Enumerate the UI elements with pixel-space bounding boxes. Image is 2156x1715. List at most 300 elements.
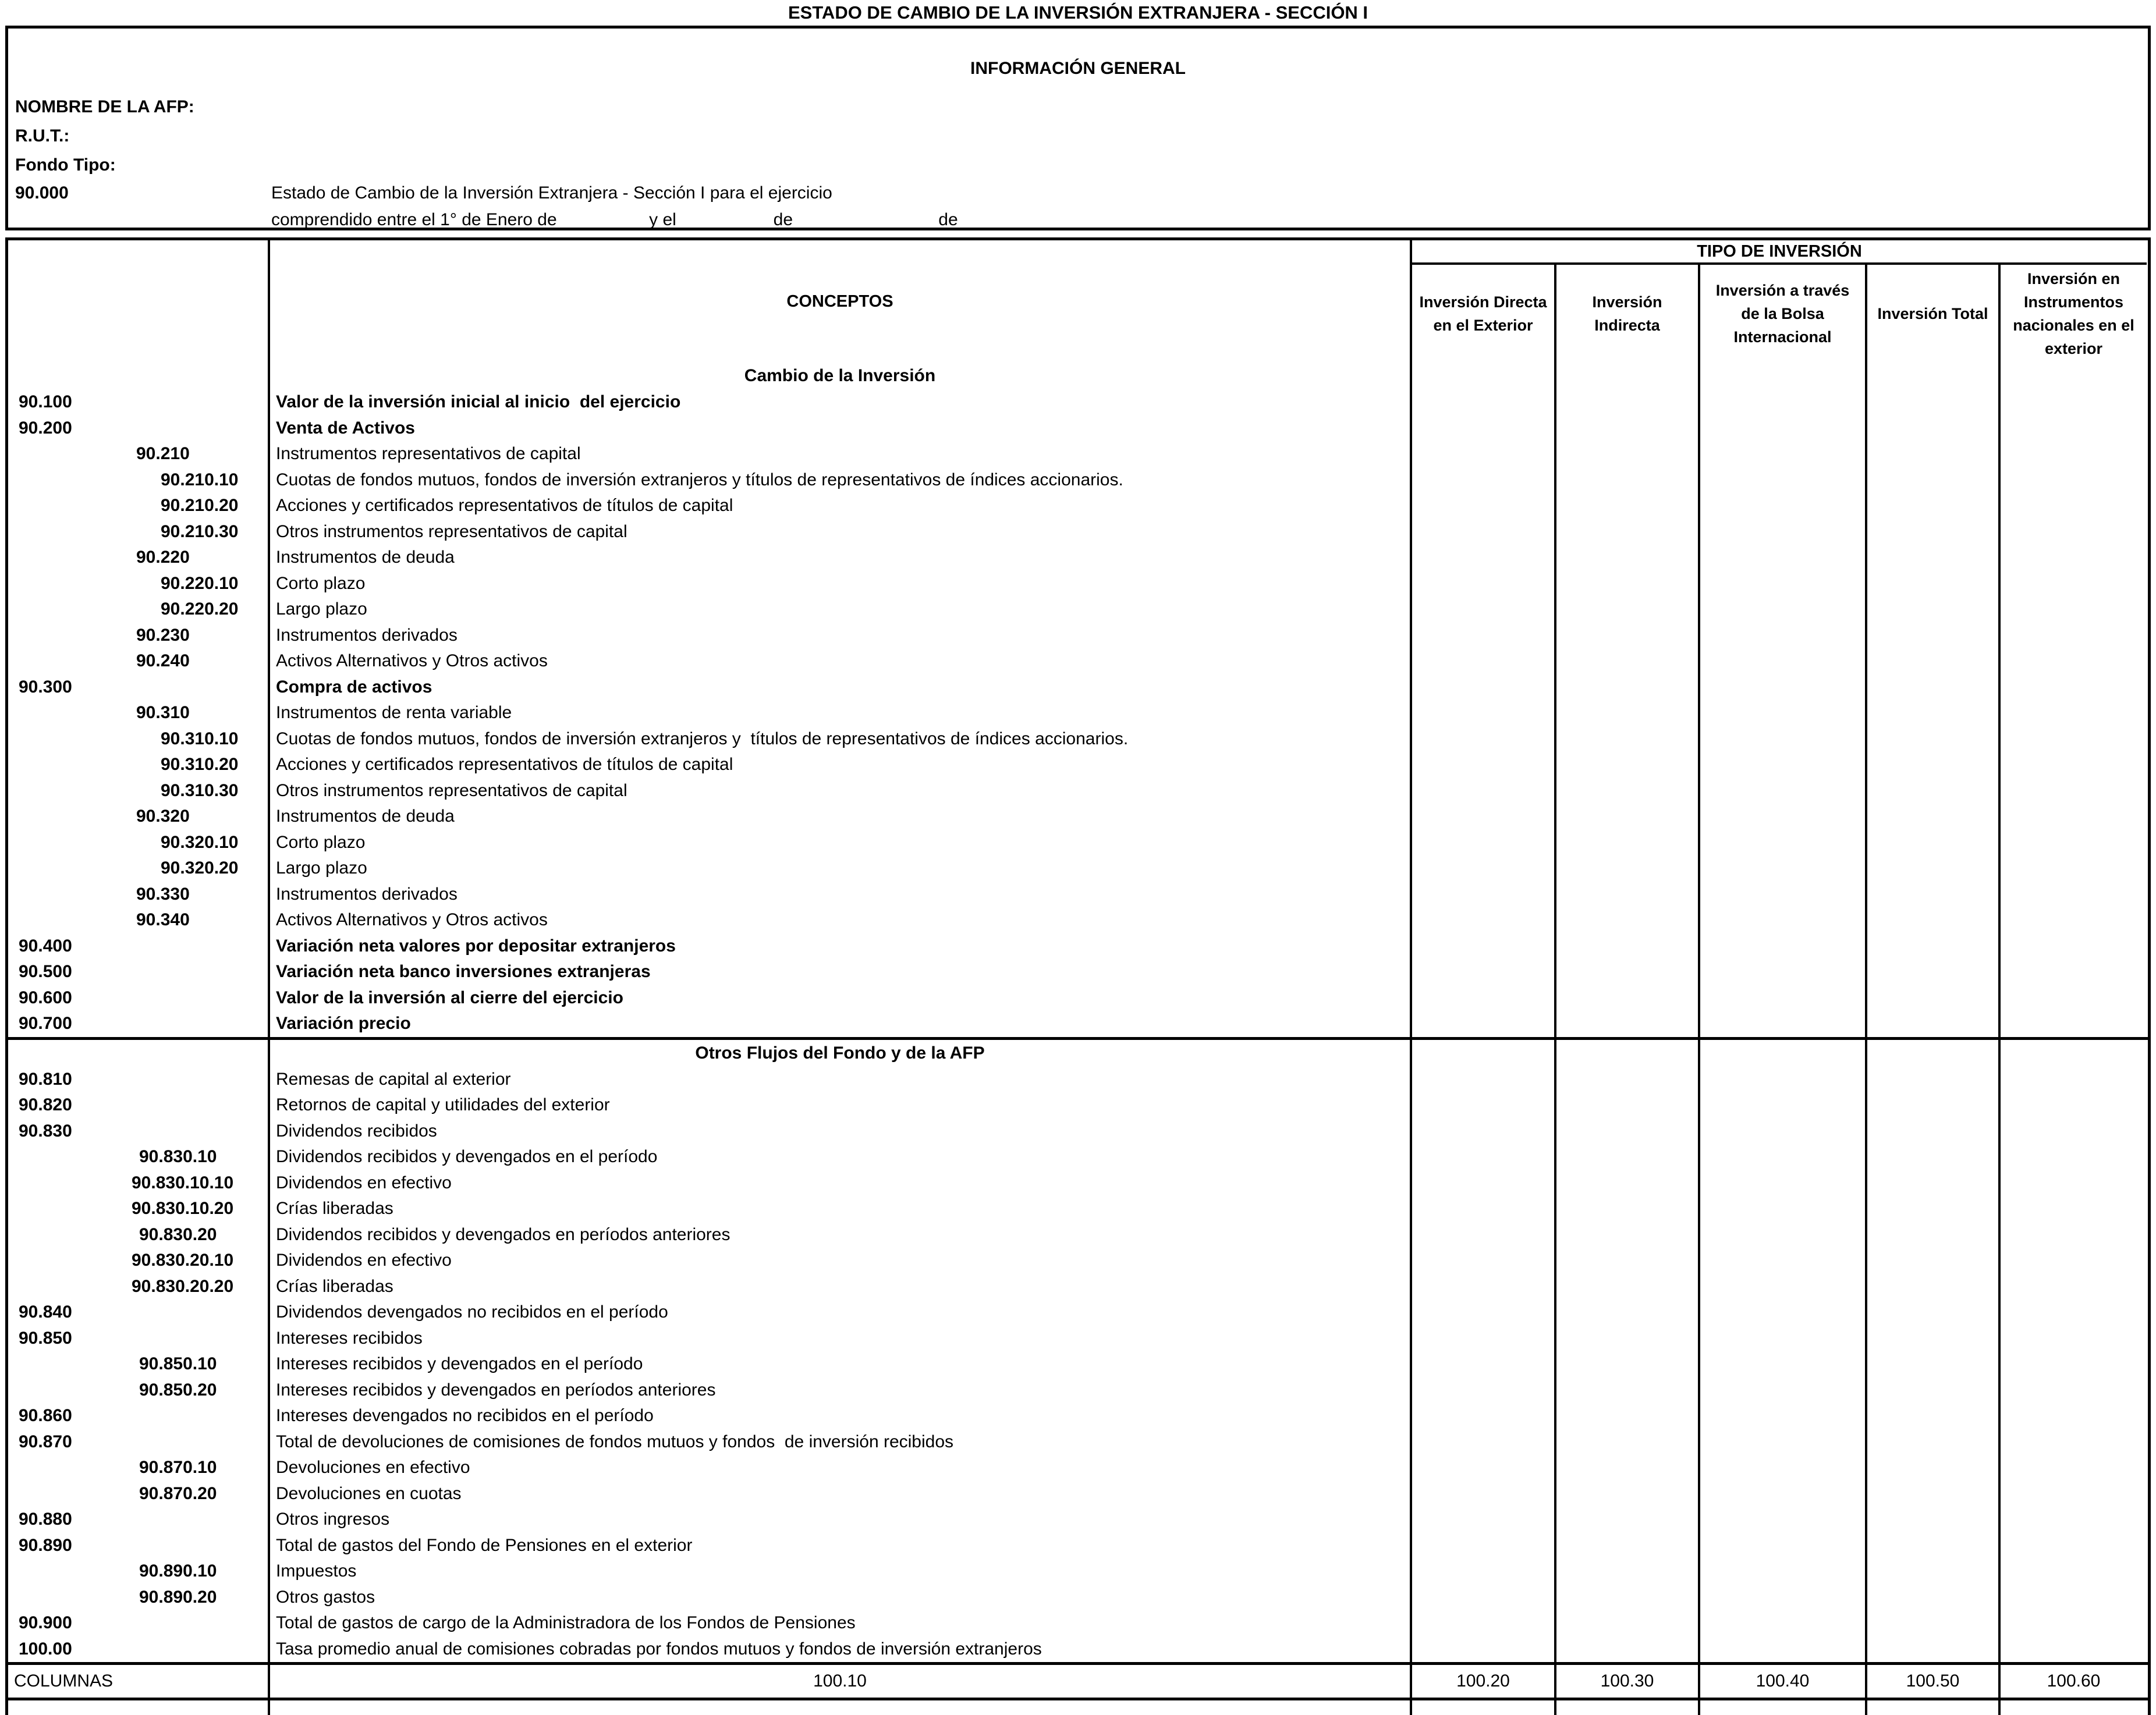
value-cell-col4 [1867, 1351, 2001, 1377]
row-code: 90.700 [8, 1011, 270, 1037]
value-cell-col5 [2001, 1119, 2147, 1145]
row-code: 90.810 [8, 1067, 270, 1093]
cutoff-next-row [8, 1700, 2148, 1715]
value-cell-col1 [1412, 363, 1556, 389]
value-cell-col4 [1867, 1299, 2001, 1326]
value-cell-col1 [1412, 1533, 1556, 1559]
value-cell-col2 [1556, 1636, 1700, 1663]
value-cell-col3 [1700, 1222, 1867, 1248]
row-concept-label: Instrumentos de renta variable [270, 700, 1412, 726]
code-column-header [8, 240, 270, 363]
fund-type-label: Fondo Tipo: [15, 155, 116, 175]
table-row [8, 1429, 2148, 1455]
value-cell-col1 [1412, 441, 1556, 467]
table-row [8, 596, 2148, 623]
table-row [8, 1144, 2148, 1170]
value-cell-col3 [1700, 1326, 1867, 1352]
value-cell-col1 [1412, 1481, 1556, 1507]
row-concept-label: Instrumentos de deuda [270, 804, 1412, 830]
value-cell-col4 [1867, 1585, 2001, 1611]
value-cell-col5 [2001, 1170, 2147, 1196]
section-header-row [8, 1037, 2148, 1067]
table-row [8, 1299, 2148, 1326]
value-cell-col1 [1412, 985, 1556, 1011]
value-cell-col5 [2001, 855, 2147, 882]
row-code: 90.870 [8, 1429, 270, 1455]
value-cell-col1 [1412, 467, 1556, 493]
row-code: 90.210.20 [8, 493, 270, 519]
value-cell-col5 [2001, 519, 2147, 545]
concepts-column-header: CONCEPTOS [270, 240, 1412, 363]
row-concept-label: Otros instrumentos representativos de capital [270, 519, 1412, 545]
table-row [8, 726, 2148, 752]
value-cell-col1 [1412, 752, 1556, 778]
section-title: Otros Flujos del Fondo y de la AFP [270, 1040, 1412, 1067]
table-row [8, 700, 2148, 726]
value-cell-col4 [1867, 493, 2001, 519]
value-cell-col5 [2001, 1455, 2147, 1481]
row-concept-label: Compra de activos [270, 674, 1412, 701]
row-concept-label: Corto plazo [270, 830, 1412, 856]
columnas-code-4: 100.50 [1867, 1665, 2001, 1698]
value-cell-col1 [1412, 700, 1556, 726]
value-cell-col1 [1412, 596, 1556, 623]
row-concept-label: Dividendos recibidos y devengados en períodos anteriores [270, 1222, 1412, 1248]
value-cell-col2 [1556, 1170, 1700, 1196]
table-row [8, 882, 2148, 908]
row-concept-label: Intereses recibidos y devengados en períodos anteriores [270, 1377, 1412, 1404]
columnas-code-5: 100.60 [2047, 1671, 2101, 1691]
value-cell-col2 [1556, 1092, 1700, 1119]
row-concept-label: Cuotas de fondos mutuos, fondos de inversión extranjeros y títulos de representativos de índices accionarios. [270, 726, 1412, 752]
row-concept-label: Crías liberadas [270, 1274, 1412, 1300]
table-row [8, 933, 2148, 960]
value-cell-col2 [1556, 1507, 1700, 1533]
value-cell-col4 [1867, 1274, 2001, 1300]
table-row [8, 1507, 2148, 1533]
row-code: 90.500 [8, 959, 270, 985]
value-cell-col5 [2001, 1533, 2147, 1559]
value-cell-col4 [1867, 467, 2001, 493]
row-code: 90.840 [8, 1299, 270, 1326]
row-concept-label: Otros gastos [270, 1585, 1412, 1611]
value-cell-col5 [2001, 648, 2147, 674]
value-cell-col3 [1700, 1429, 1867, 1455]
value-cell-col1 [1412, 1196, 1556, 1222]
table-row [8, 1636, 2148, 1663]
table-row [8, 1610, 2148, 1636]
value-cell-col4 [1867, 1196, 2001, 1222]
value-cell-col1 [1412, 519, 1556, 545]
value-cell-col2 [1556, 467, 1700, 493]
value-cell-col5 [2001, 907, 2147, 933]
row-concept-label: Instrumentos derivados [270, 623, 1412, 649]
table-row [8, 752, 2148, 778]
columnas-code-2: 100.30 [1556, 1665, 1700, 1698]
value-cell-col4 [1867, 1040, 2001, 1067]
value-cell-col5 [2001, 752, 2147, 778]
column-header-direct-investment: Inversión Directa en el Exterior [1412, 265, 1556, 363]
row-code: 90.830 [8, 1119, 270, 1145]
value-cell-col1 [1412, 1351, 1556, 1377]
value-cell-col2 [1556, 1274, 1700, 1300]
value-cell-col2 [1556, 571, 1700, 597]
row-code: 90.820 [8, 1092, 270, 1119]
value-cell-col5 [2001, 1481, 2147, 1507]
value-cell-col2 [1556, 804, 1700, 830]
value-cell-col5 [2001, 389, 2147, 416]
columnas-code-3: 100.40 [1700, 1665, 1867, 1698]
value-cell-col5 [2001, 1040, 2147, 1067]
general-information-box [5, 26, 2151, 230]
columnas-row [8, 1662, 2148, 1700]
value-cell-col4 [1867, 1481, 2001, 1507]
row-code: 90.320.10 [8, 830, 270, 856]
row-code: 90.880 [8, 1507, 270, 1533]
table-row [8, 389, 2148, 416]
value-cell-col2 [1556, 700, 1700, 726]
table-header [8, 240, 2148, 363]
value-cell-col5 [2001, 416, 2147, 442]
value-cell-col3 [1700, 1119, 1867, 1145]
form-description-line1: Estado de Cambio de la Inversión Extranjera - Sección I para el ejercicio [271, 183, 832, 203]
value-cell-col1 [1412, 1011, 1556, 1037]
value-cell-col1 [1412, 1040, 1556, 1067]
value-cell-col2 [1556, 674, 1700, 701]
value-cell-col5 [2001, 1377, 2147, 1404]
value-cell-col1 [1412, 778, 1556, 804]
value-cell-col5 [2001, 363, 2147, 389]
value-cell-col5 [2001, 933, 2147, 960]
value-cell-col3 [1700, 1274, 1867, 1300]
value-cell-col1 [1412, 1299, 1556, 1326]
value-cell-col4 [1867, 441, 2001, 467]
value-cell-col1 [1412, 1222, 1556, 1248]
value-cell-col3 [1700, 571, 1867, 597]
value-cell-col1 [1412, 493, 1556, 519]
value-cell-col2 [1556, 1196, 1700, 1222]
table-row [8, 855, 2148, 882]
value-cell-col2 [1556, 1299, 1700, 1326]
row-concept-label: Otros ingresos [270, 1507, 1412, 1533]
investment-change-table [5, 237, 2151, 1715]
table-row [8, 959, 2148, 985]
value-cell-col2 [1556, 1248, 1700, 1274]
row-concept-label: Instrumentos de deuda [270, 545, 1412, 571]
value-cell-col5 [2001, 467, 2147, 493]
value-cell-col3 [1700, 830, 1867, 856]
value-cell-col1 [1412, 389, 1556, 416]
value-cell-col2 [1556, 441, 1700, 467]
value-cell-col4 [1867, 1011, 2001, 1037]
value-cell-col4 [1867, 519, 2001, 545]
value-cell-col2 [1556, 623, 1700, 649]
table-row [8, 1585, 2148, 1611]
row-code: 90.860 [8, 1403, 270, 1429]
row-concept-label: Activos Alternativos y Otros activos [270, 648, 1412, 674]
value-cell-col2 [1556, 545, 1700, 571]
value-cell-col3 [1700, 1248, 1867, 1274]
row-concept-label: Dividendos en efectivo [270, 1170, 1412, 1196]
row-code: 90.830.10 [8, 1144, 270, 1170]
row-code: 90.330 [8, 882, 270, 908]
info-heading: INFORMACIÓN GENERAL [970, 59, 1186, 78]
value-cell-col1 [1412, 959, 1556, 985]
table-row [8, 441, 2148, 467]
row-concept-label: Intereses recibidos y devengados en el período [270, 1351, 1412, 1377]
value-cell-col5 [2001, 726, 2147, 752]
value-cell-col4 [1867, 674, 2001, 701]
value-cell-col4 [1867, 545, 2001, 571]
row-concept-label: Cuotas de fondos mutuos, fondos de inversión extranjeros y títulos de representativos de índices accionarios. [270, 467, 1412, 493]
row-code: 90.400 [8, 933, 270, 960]
row-code: 90.310 [8, 700, 270, 726]
value-cell-col3 [1700, 493, 1867, 519]
value-cell-col4 [1867, 700, 2001, 726]
value-cell-col4 [1867, 1170, 2001, 1196]
row-code: 90.230 [8, 623, 270, 649]
row-concept-label: Otros instrumentos representativos de capital [270, 778, 1412, 804]
column-header-indirect-investment: Inversión Indirecta [1556, 265, 1700, 363]
value-cell-col3 [1700, 1610, 1867, 1636]
value-cell-col5 [2001, 804, 2147, 830]
table-row [8, 1558, 2148, 1585]
value-cell-col1 [1412, 855, 1556, 882]
value-cell-col3 [1700, 1196, 1867, 1222]
value-cell-col5 [2001, 1067, 2147, 1093]
value-cell-col1 [1412, 1377, 1556, 1404]
table-row [8, 1011, 2148, 1037]
table-row [8, 1351, 2148, 1377]
afp-name-label: NOMBRE DE LA AFP: [15, 97, 194, 116]
value-cell-col5 [2001, 1326, 2147, 1352]
value-cell-col5 [2001, 1507, 2147, 1533]
row-concept-label: Instrumentos representativos de capital [270, 441, 1412, 467]
row-code: 90.320.20 [8, 855, 270, 882]
value-cell-col4 [1867, 648, 2001, 674]
value-cell-col2 [1556, 1326, 1700, 1352]
row-concept-label: Variación precio [270, 1011, 1412, 1037]
row-concept-label: Remesas de capital al exterior [270, 1067, 1412, 1093]
value-cell-col4 [1867, 1119, 2001, 1145]
value-cell-col4 [1867, 1533, 2001, 1559]
table-row [8, 493, 2148, 519]
row-code: 90.220.20 [8, 596, 270, 623]
row-code: 90.310.20 [8, 752, 270, 778]
value-cell-col2 [1556, 752, 1700, 778]
row-code: 90.830.20 [8, 1222, 270, 1248]
value-cell-col5 [2001, 985, 2147, 1011]
value-cell-col2 [1556, 493, 1700, 519]
value-cell-col2 [1556, 882, 1700, 908]
row-concept-label: Valor de la inversión al cierre del ejercicio [270, 985, 1412, 1011]
value-cell-col1 [1412, 1610, 1556, 1636]
row-code: 90.600 [8, 985, 270, 1011]
value-cell-col4 [1867, 1636, 2001, 1663]
value-cell-col1 [1412, 882, 1556, 908]
value-cell-col5 [2001, 1351, 2147, 1377]
value-cell-col2 [1556, 416, 1700, 442]
value-cell-col5 [2001, 1558, 2147, 1585]
row-concept-label: Variación neta valores por depositar extranjeros [270, 933, 1412, 960]
row-code: 90.220.10 [8, 571, 270, 597]
table-row [8, 648, 2148, 674]
value-cell-col4 [1867, 830, 2001, 856]
value-cell-col3 [1700, 1011, 1867, 1037]
value-cell-col2 [1556, 907, 1700, 933]
value-cell-col3 [1700, 467, 1867, 493]
row-concept-label: Total de gastos de cargo de la Administradora de los Fondos de Pensiones [270, 1610, 1412, 1636]
value-cell-col1 [1412, 1092, 1556, 1119]
table-row [8, 907, 2148, 933]
value-cell-col1 [1412, 1636, 1556, 1663]
row-code: 90.210 [8, 441, 270, 467]
row-code: 90.830.20.10 [8, 1248, 270, 1274]
row-concept-label: Largo plazo [270, 855, 1412, 882]
value-cell-col3 [1700, 1403, 1867, 1429]
row-concept-label: Devoluciones en cuotas [270, 1481, 1412, 1507]
row-code: 90.100 [8, 389, 270, 416]
investment-type-group-header: TIPO DE INVERSIÓN [1412, 240, 2147, 265]
value-cell-col1 [1412, 1274, 1556, 1300]
value-cell-col4 [1867, 1144, 2001, 1170]
row-concept-label: Corto plazo [270, 571, 1412, 597]
row-concept-label: Dividendos devengados no recibidos en el período [270, 1299, 1412, 1326]
table-row [8, 1119, 2148, 1145]
table-row [8, 1196, 2148, 1222]
row-concept-label: Acciones y certificados representativos de títulos de capital [270, 493, 1412, 519]
value-cell-col1 [1412, 1326, 1556, 1352]
value-cell-col3 [1700, 545, 1867, 571]
row-concept-label: Total de gastos del Fondo de Pensiones en el exterior [270, 1533, 1412, 1559]
value-cell-col2 [1556, 1455, 1700, 1481]
table-row [8, 545, 2148, 571]
row-concept-label: Intereses recibidos [270, 1326, 1412, 1352]
value-cell-col3 [1700, 1299, 1867, 1326]
value-cell-col3 [1700, 752, 1867, 778]
value-cell-col5 [2001, 959, 2147, 985]
value-cell-col2 [1556, 985, 1700, 1011]
value-cell-col1 [1412, 933, 1556, 960]
value-cell-col4 [1867, 1610, 2001, 1636]
value-cell-col2 [1556, 1429, 1700, 1455]
row-code: 90.870.10 [8, 1455, 270, 1481]
row-concept-label: Instrumentos derivados [270, 882, 1412, 908]
table-row [8, 519, 2148, 545]
value-cell-col4 [1867, 1067, 2001, 1093]
form-code: 90.000 [15, 183, 69, 203]
value-cell-col3 [1700, 416, 1867, 442]
value-cell-col2 [1556, 726, 1700, 752]
value-cell-col3 [1700, 1507, 1867, 1533]
value-cell-col3 [1700, 363, 1867, 389]
form-description-line2: comprendido entre el 1° de Enero de_________ y el _________ de ______________ de __________ [271, 210, 1060, 229]
row-code: 100.00 [8, 1636, 270, 1663]
value-cell-col3 [1700, 1351, 1867, 1377]
value-cell-col3 [1700, 1170, 1867, 1196]
table-row [8, 1067, 2148, 1093]
value-cell-col1 [1412, 416, 1556, 442]
row-concept-label: Intereses devengados no recibidos en el período [270, 1403, 1412, 1429]
row-code: 90.240 [8, 648, 270, 674]
value-cell-col4 [1867, 363, 2001, 389]
value-cell-col4 [1867, 571, 2001, 597]
row-concept-label: Retornos de capital y utilidades del exterior [270, 1092, 1412, 1119]
row-code: 90.900 [8, 1610, 270, 1636]
section-header-row [8, 363, 2148, 389]
value-cell-col4 [1867, 1558, 2001, 1585]
value-cell-col1 [1412, 674, 1556, 701]
row-code: 90.210.10 [8, 467, 270, 493]
value-cell-col3 [1700, 1585, 1867, 1611]
section-code-cell [8, 363, 270, 389]
value-cell-col5 [2001, 441, 2147, 467]
table-row [8, 1092, 2148, 1119]
column-header-national-instruments: Inversión en Instrumentos nacionales en el exterior [2013, 270, 2134, 357]
value-cell-col2 [1556, 1351, 1700, 1377]
value-cell-col4 [1867, 882, 2001, 908]
table-row [8, 985, 2148, 1011]
row-code: 90.850 [8, 1326, 270, 1352]
value-cell-col3 [1700, 389, 1867, 416]
value-cell-col5 [2001, 596, 2147, 623]
value-cell-col1 [1412, 1144, 1556, 1170]
table-row [8, 467, 2148, 493]
value-cell-col5 [2001, 623, 2147, 649]
value-cell-col2 [1556, 1011, 1700, 1037]
value-cell-col2 [1556, 519, 1700, 545]
value-cell-col3 [1700, 933, 1867, 960]
value-cell-col5 [2001, 1248, 2147, 1274]
table-row [8, 1326, 2148, 1352]
value-cell-col2 [1556, 1144, 1700, 1170]
value-cell-col4 [1867, 752, 2001, 778]
table-row [8, 1455, 2148, 1481]
value-cell-col1 [1412, 830, 1556, 856]
value-cell-col3 [1700, 855, 1867, 882]
value-cell-col3 [1700, 1558, 1867, 1585]
row-concept-label: Dividendos recibidos [270, 1119, 1412, 1145]
value-cell-col3 [1700, 907, 1867, 933]
value-cell-col1 [1412, 1248, 1556, 1274]
value-cell-col5 [2001, 571, 2147, 597]
value-cell-col1 [1412, 1067, 1556, 1093]
value-cell-col4 [1867, 416, 2001, 442]
table-row [8, 804, 2148, 830]
value-cell-col5 [2001, 1585, 2147, 1611]
value-cell-col4 [1867, 855, 2001, 882]
columnas-label: COLUMNAS [8, 1665, 270, 1698]
row-code: 90.210.30 [8, 519, 270, 545]
value-cell-col1 [1412, 571, 1556, 597]
value-cell-col4 [1867, 778, 2001, 804]
value-cell-col2 [1556, 1558, 1700, 1585]
value-cell-col5 [2001, 830, 2147, 856]
value-cell-col3 [1700, 882, 1867, 908]
value-cell-col3 [1700, 726, 1867, 752]
value-cell-col5 [2001, 778, 2147, 804]
row-code: 90.300 [8, 674, 270, 701]
columnas-code-1: 100.20 [1412, 1665, 1556, 1698]
value-cell-col1 [1412, 1585, 1556, 1611]
value-cell-col2 [1556, 1533, 1700, 1559]
table-row [8, 674, 2148, 701]
value-cell-col3 [1700, 1092, 1867, 1119]
value-cell-col3 [1700, 1481, 1867, 1507]
row-concept-label: Acciones y certificados representativos de títulos de capital [270, 752, 1412, 778]
value-cell-col3 [1700, 674, 1867, 701]
table-row [8, 1170, 2148, 1196]
